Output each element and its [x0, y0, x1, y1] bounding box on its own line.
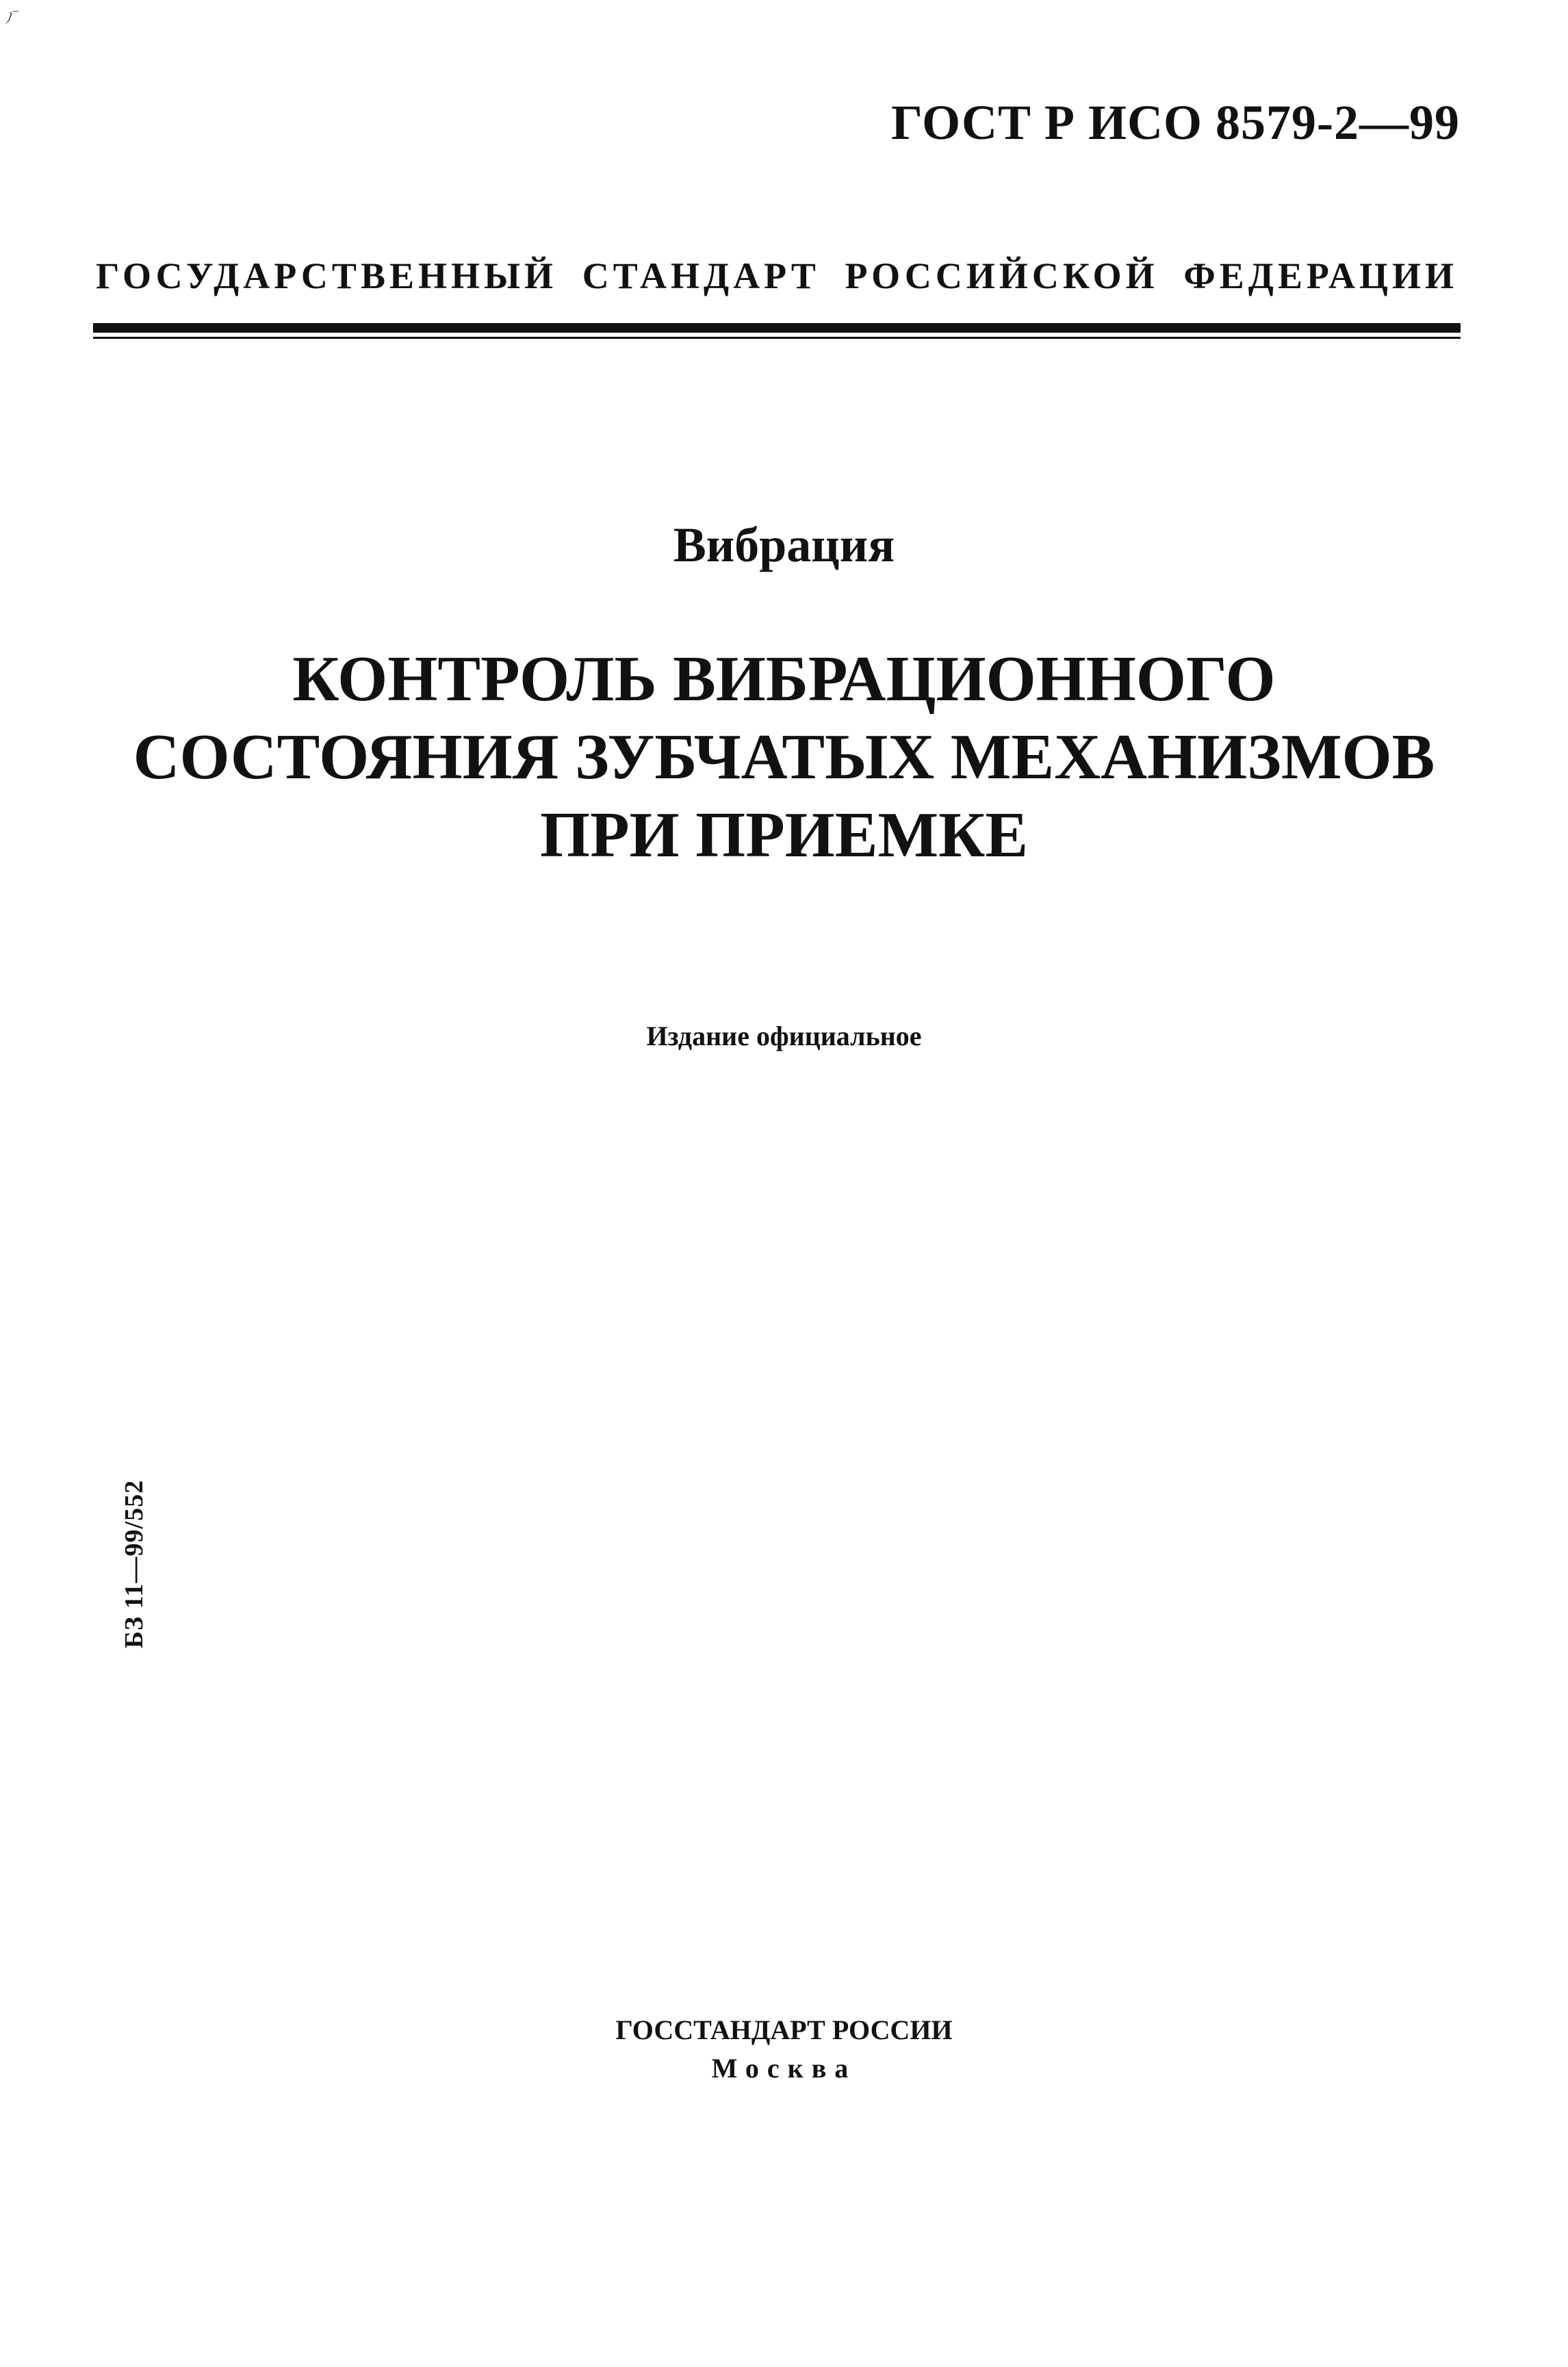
header-rule-thick	[93, 323, 1461, 333]
header-rule-thin	[93, 337, 1461, 339]
catalog-code: БЗ 11—99/552	[120, 1479, 149, 1649]
subject-heading: Вибрация	[673, 517, 895, 572]
document-title	[0, 640, 1568, 874]
title-line: ПРИ ПРИЕМКЕ	[539, 799, 1029, 871]
title-line: КОНТРОЛЬ ВИБРАЦИОННОГО	[292, 643, 1276, 715]
publisher-city: Москва	[711, 2053, 857, 2084]
document-code: ГОСТ Р ИСО 8579-2—99	[891, 95, 1460, 150]
scan-mark: ﾉ‾	[5, 10, 18, 27]
title-line: СОСТОЯНИЯ ЗУБЧАТЫХ МЕХАНИЗМОВ	[133, 721, 1435, 793]
edition-label: Издание официальное	[646, 1021, 922, 1051]
publisher-name: ГОССТАНДАРТ РОССИИ	[615, 2014, 953, 2045]
state-standard-heading: ГОСУДАРСТВЕННЫЙ СТАНДАРТ РОССИЙСКОЙ ФЕДЕРАЦИИ	[96, 255, 1458, 296]
